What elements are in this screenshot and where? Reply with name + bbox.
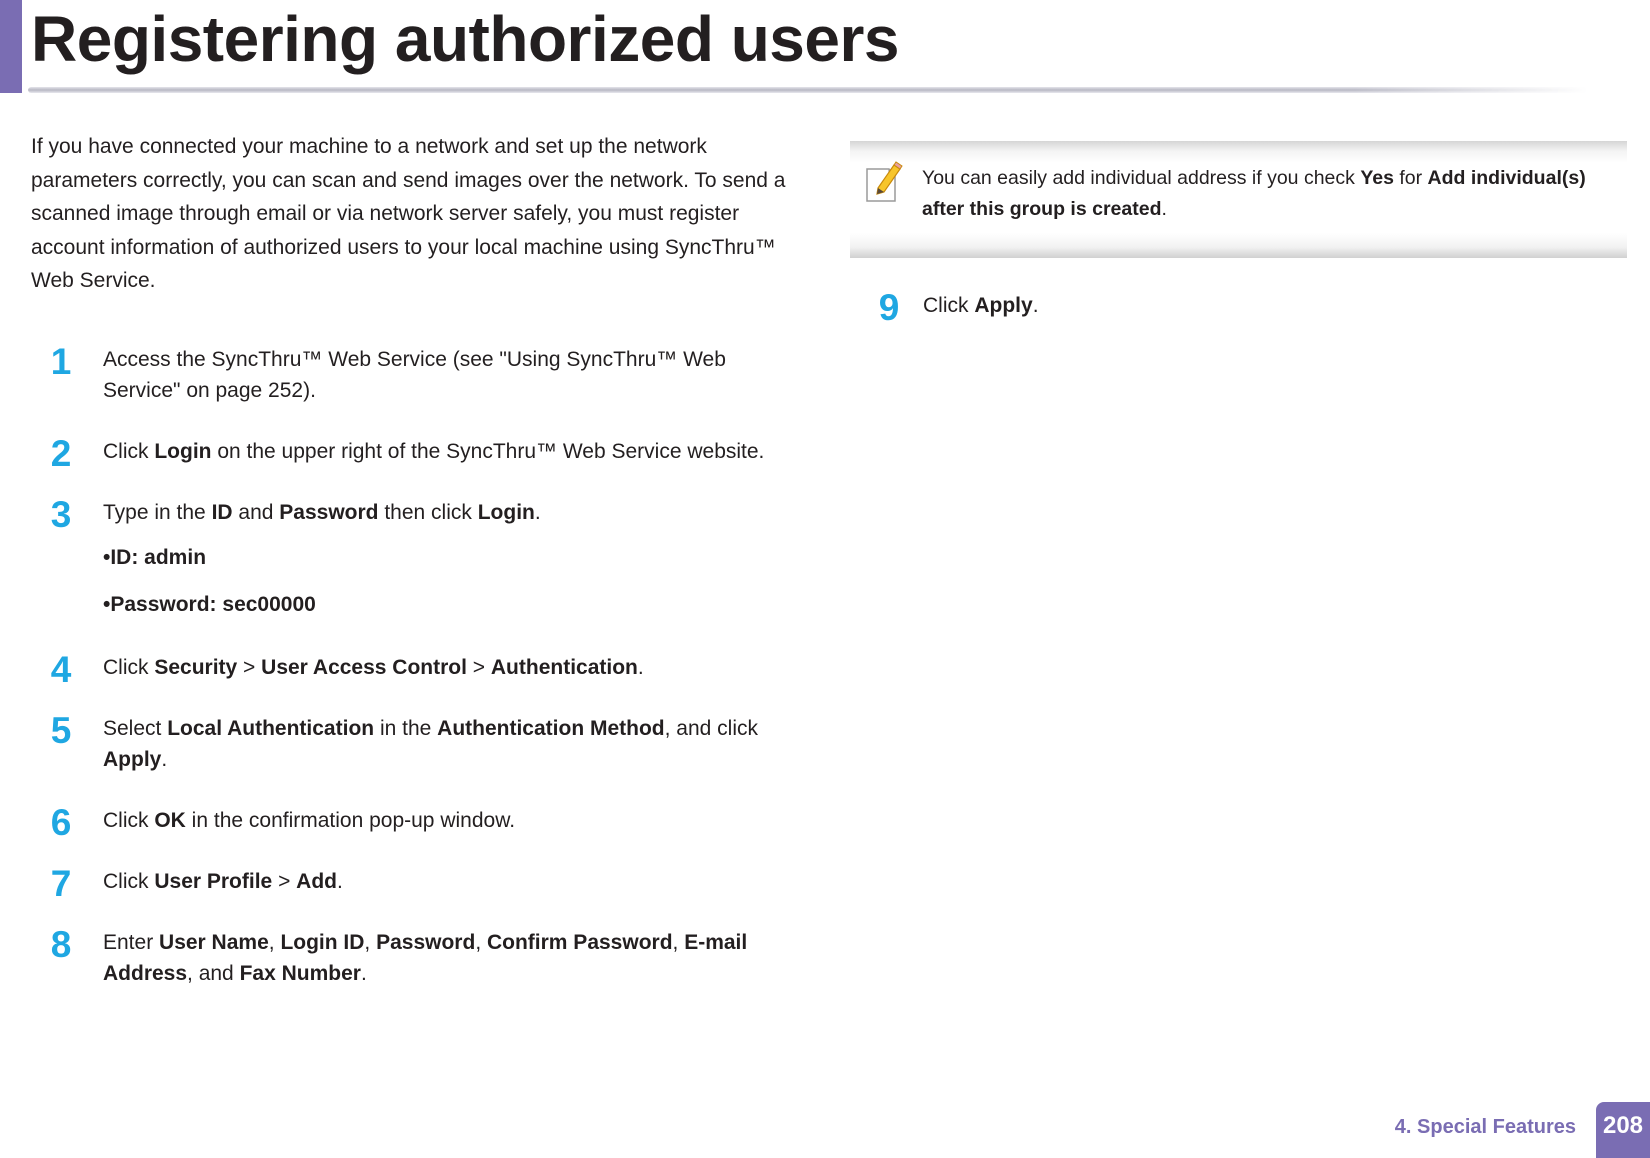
note-text: [922, 163, 1622, 225]
ui-term: Add individual(s) after this group is created: [922, 167, 1586, 220]
ui-term: User Name: [159, 931, 269, 954]
text-run: Click: [103, 656, 155, 679]
step-number: 2: [50, 433, 72, 474]
text-run: on the upper right of the SyncThru™ Web Service website.: [211, 440, 765, 463]
footer-page-number: 208: [1596, 1102, 1650, 1158]
ui-term: User Profile: [154, 870, 273, 893]
step-text: [103, 805, 803, 836]
text-run: Access the SyncThru™ Web Service (see "Using SyncThru™ Web Service" on page 252).: [103, 348, 726, 402]
step-text: [103, 344, 803, 406]
text-run: You can easily add individual address if you check: [922, 167, 1361, 189]
text-run: >: [237, 656, 262, 679]
text-run: in the: [374, 717, 438, 740]
text-run: .: [360, 962, 367, 985]
step-number: 1: [50, 341, 72, 382]
text-run: and: [232, 501, 280, 524]
text-run: then click: [378, 501, 478, 524]
text-run: Click: [103, 870, 155, 893]
ui-term: User Access Control: [261, 656, 467, 679]
text-run: ,: [268, 931, 281, 954]
note-box: [850, 141, 1627, 258]
ui-term: Login ID: [280, 931, 365, 954]
ui-term: Yes: [1360, 167, 1394, 189]
ui-term: Password: [279, 501, 379, 524]
step-text: [103, 436, 803, 467]
credential-password: •Password: sec00000: [103, 593, 316, 616]
text-run: .: [161, 748, 168, 771]
ui-term: E-mail Address: [103, 931, 748, 985]
text-run: Select: [103, 717, 168, 740]
ui-term: Apply: [974, 294, 1033, 317]
step-number: 7: [50, 863, 72, 904]
ui-term: Login: [154, 440, 212, 463]
ui-term: Authentication Method: [437, 717, 665, 740]
text-run: .: [1161, 198, 1167, 220]
text-run: ,: [364, 931, 377, 954]
step-text: [103, 927, 803, 989]
step-number: 3: [50, 494, 72, 535]
text-run: in the confirmation pop-up window.: [185, 809, 516, 832]
step-text: [103, 652, 803, 683]
text-run: Type in the: [103, 501, 212, 524]
text-run: .: [1032, 294, 1039, 317]
text-run: Click: [103, 809, 155, 832]
text-run: , and: [187, 962, 240, 985]
text-run: .: [637, 656, 644, 679]
text-run: ,: [475, 931, 487, 954]
step-number: 9: [878, 287, 900, 328]
step-number: 6: [50, 802, 72, 843]
title-underline: [28, 87, 1588, 93]
text-run: Click: [923, 294, 975, 317]
ui-term: Apply: [103, 748, 162, 771]
text-run: for: [1393, 167, 1428, 189]
text-run: ,: [672, 931, 685, 954]
intro-paragraph: If you have connected your machine to a network and set up the network parameters correctly, you can scan and send images over the network. To send a scanned image through email or via network server safely, you must register account information of authorized users to your local machine using SyncThru™ Web Service.: [31, 135, 786, 292]
step-text: [103, 866, 803, 897]
text-run: Enter: [103, 931, 160, 954]
ui-term: Password: [376, 931, 476, 954]
ui-term: Authentication: [490, 656, 638, 679]
step-text: [103, 497, 803, 528]
note-pencil-icon: [864, 161, 904, 205]
text-run: .: [534, 501, 541, 524]
ui-term: Login: [477, 501, 535, 524]
credential-id: •ID: admin: [103, 546, 207, 569]
title-accent-bar: [0, 0, 22, 93]
step-number: 5: [50, 710, 72, 751]
text-run: >: [466, 656, 491, 679]
footer-chapter: 4. Special Features: [1394, 1116, 1576, 1138]
text-run: , and click: [664, 717, 759, 740]
step-text: [923, 290, 1623, 321]
ui-term: ID: [211, 501, 233, 524]
ui-term: OK: [154, 809, 186, 832]
ui-term: Security: [154, 656, 238, 679]
text-run: .: [337, 870, 343, 893]
ui-term: Local Authentication: [167, 717, 375, 740]
step-number: 4: [50, 649, 72, 690]
step-number: 8: [50, 924, 72, 965]
text-run: >: [272, 870, 297, 893]
ui-term: Fax Number: [239, 962, 361, 985]
ui-term: Add: [296, 870, 337, 893]
text-run: Click: [103, 440, 155, 463]
ui-term: Confirm Password: [486, 931, 673, 954]
page-title: Registering authorized users: [31, 3, 899, 75]
step-text: [103, 713, 803, 775]
